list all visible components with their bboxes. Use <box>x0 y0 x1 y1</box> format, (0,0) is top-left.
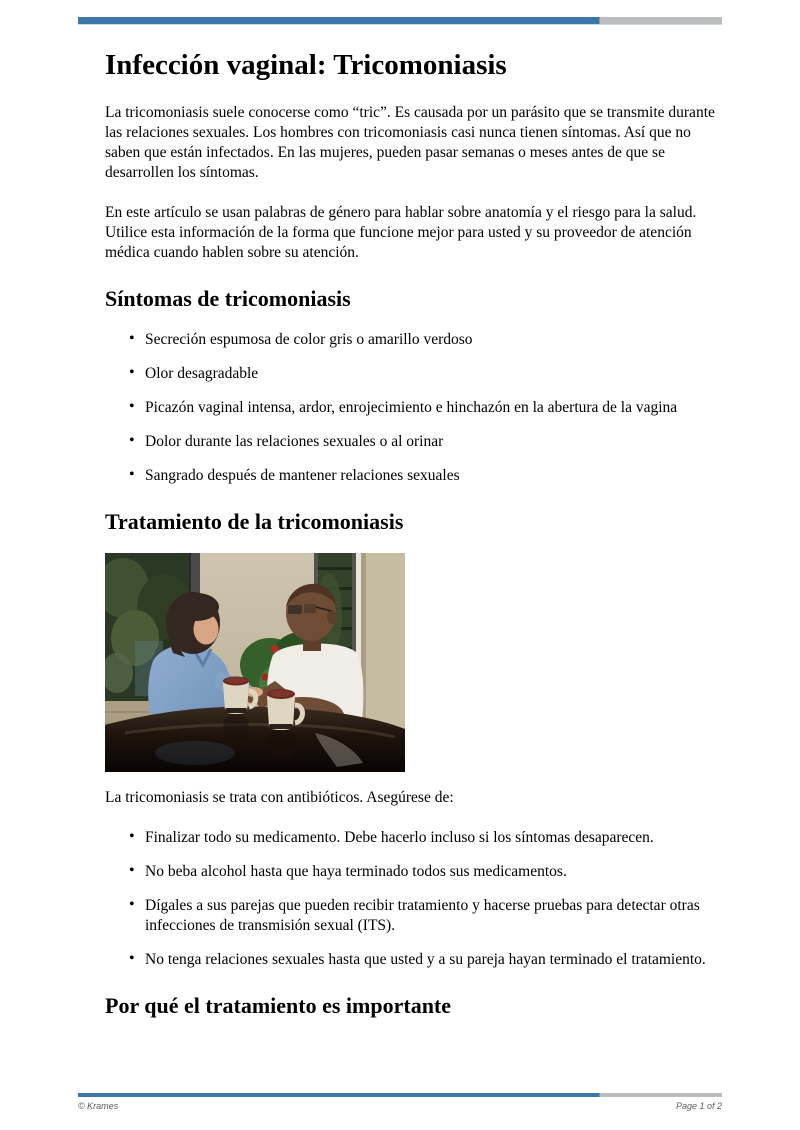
treatment-heading: Tratamiento de la tricomoniasis <box>105 509 404 534</box>
list-item: • No beba alcohol hasta que haya terminado todos sus medicamentos. <box>105 862 725 882</box>
intro-paragraph-2: En este artículo se usan palabras de género para hablar sobre anatomía y el riesgo para la salud. Utilice esta información de la forma que funcione mejor para usted y su proveedor de atención médica cuando hablen sobre su atención. <box>105 204 697 261</box>
page-title: Infección vaginal: Tricomoniasis <box>105 49 507 81</box>
treatment-photo <box>105 553 405 772</box>
list-item: • No tenga relaciones sexuales hasta que usted y a su pareja hayan terminado el tratamiento. <box>105 950 725 970</box>
couple-talking-photo <box>105 553 405 772</box>
list-item: • Olor desagradable <box>105 364 725 384</box>
list-item: • Finalizar todo su medicamento. Debe hacerlo incluso si los síntomas desaparecen. <box>105 828 725 848</box>
document-content <box>105 47 725 1037</box>
list-item: • Dolor durante las relaciones sexuales o al orinar <box>105 432 725 452</box>
list-item: • Sangrado después de mantener relaciones sexuales <box>105 466 725 486</box>
footer-rule <box>78 1093 722 1097</box>
header-rule <box>78 17 722 24</box>
footer-copyright: © Krames <box>78 1101 119 1111</box>
intro-paragraph-1: La tricomoniasis suele conocerse como “tric”. Es causada por un parásito que se transmite durante las relaciones sexuales. Los hombres con tricomoniasis casi nunca tienen síntomas. Así que no saben que están infectados. En las mujeres, pueden pasar semanas o meses antes de que se desarrollen los síntomas. <box>105 104 715 181</box>
treatment-intro: La tricomoniasis se trata con antibióticos. Asegúrese de: <box>105 789 454 806</box>
symptoms-list <box>105 330 725 486</box>
list-item: • Dígales a sus parejas que pueden recibir tratamiento y hacerse pruebas para detectar otras infecciones de transmisión sexual (ITS). <box>105 896 725 936</box>
list-item: • Picazón vaginal intensa, ardor, enrojecimiento e hinchazón en la abertura de la vagina <box>105 398 725 418</box>
symptoms-heading: Síntomas de tricomoniasis <box>105 286 351 311</box>
footer-page-number: Page 1 of 2 <box>675 1101 722 1111</box>
why-heading: Por qué el tratamiento es importante <box>105 993 452 1018</box>
list-item: • Secreción espumosa de color gris o amarillo verdoso <box>105 330 725 350</box>
treatment-list <box>105 828 725 970</box>
